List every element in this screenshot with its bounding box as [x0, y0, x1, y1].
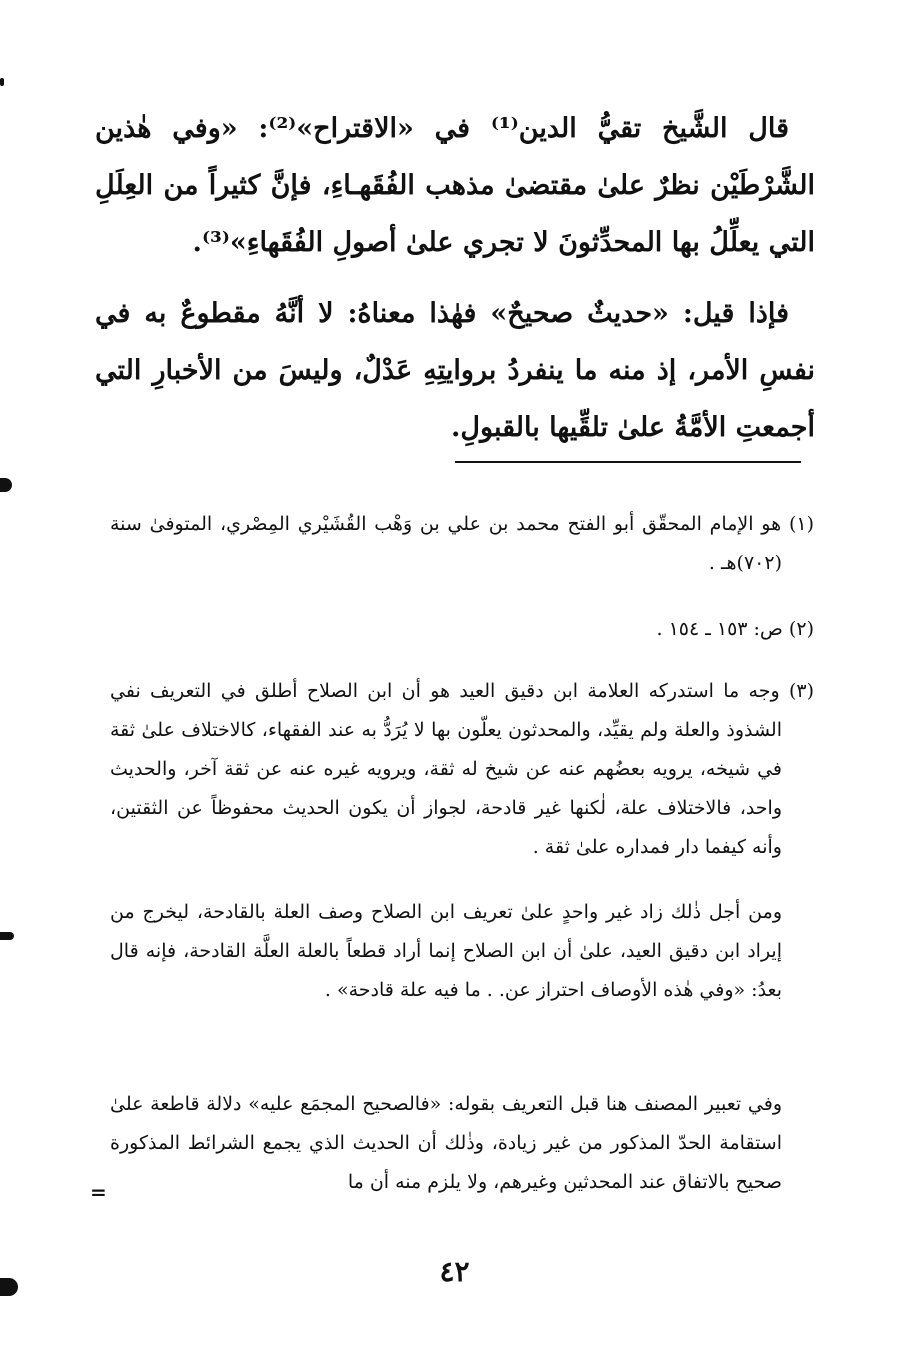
continuation-mark: =: [90, 1180, 107, 1204]
footnote-2-text: (٢) ص: ١٥٣ ـ ١٥٤ .: [656, 618, 814, 640]
footnote-separator: [455, 461, 801, 463]
main-paragraph-2: فإذا قيل: «حديثٌ صحيحٌ» فهٰذا معناهُ: لا أنَّهُ مقطوعٌ به في نفسِ الأمر، إذ منه ما ينفردُ بروايتِهِ عَدْلٌ، وليسَ من الأخبارِ التي أجمعتِ الأمَّةُ علىٰ تلقِّيها بالقبولِ.: [95, 298, 815, 443]
main-text-block-1: [95, 100, 815, 271]
footnote-3-paragraph-2: ومن أجل ذٰلك زاد غير واحدٍ علىٰ تعريف ابن الصلاح وصف العلة بالقادحة، ليخرج من إيراد ابن دقيق العيد، علىٰ أن ابن الصلاح إنما أراد قطعاً بالعلة العلَّة القادحة، فإنه قال بعدُ: «وفي هٰذه الأوصاف احتراز عن. . ما فيه علة قادحة» .: [110, 901, 782, 1001]
scan-artifact: [0, 932, 14, 940]
scan-artifact: [0, 78, 4, 86]
footnote-3-continued-2: [110, 1085, 814, 1202]
footnote-3: [110, 672, 814, 867]
main-text-block-2: [95, 285, 815, 456]
footnote-1: [110, 505, 814, 583]
footnote-3-continued: [110, 893, 814, 1010]
footnote-3-paragraph-1: (٣) وجه ما استدركه العلامة ابن دقيق العيد هو أن ابن الصلاح أطلق في التعريف نفي الشذوذ والعلة ولم يقيِّد، والمحدثون يعلّون بها لا يُرَدُّ به عند الفقهاء، كالاختلاف علىٰ ثقة في شيخه، يرويه بعضُهم عنه عن شيخ له ثقة، ويرويه غيره عنه عن ثقة آخر، والحديث واحد، فالاختلاف علة، لٰكنها غير قادحة، لجواز أن يكون الحديث محفوظاً عن الثقتين، وأنه كيفما دار فمداره علىٰ ثقة .: [110, 680, 814, 858]
scan-artifact: [0, 478, 12, 492]
footnote-2: [110, 610, 814, 649]
page-number: ٤٢: [439, 1255, 470, 1288]
footnote-1-text: (١) هو الإمام المحقّق أبو الفتح محمد بن علي بن وَهْب القُشَيْري المِصْري، المتوفىٰ سنة (٧٠٢)هـ .: [110, 513, 814, 574]
footnote-3-paragraph-3: وفي تعبير المصنف هنا قبل التعريف بقوله: «فالصحيح المجمَع عليه» دلالة قاطعة علىٰ استقامة الحدّ المذكور من غير زيادة، وذٰلك أن الحديث الذي يجمع الشرائط المذكورة صحيح بالاتفاق عند المحدثين وغيرهم، ولا يلزم منه أن ما: [110, 1093, 782, 1193]
main-paragraph-1: قال الشَّيخ تقيُّ الدين⁽¹⁾ في «الاقتراح»⁽²⁾: «وفي هٰذين الشَّرْطَيْن نظرٌ علىٰ مقتضىٰ مذهب الفُقَهـاءِ، فإنَّ كثيراً من العِلَلِ التي يعلِّلُ بها المحدِّثونَ لا تجري علىٰ أصولِ الفُقَهاءِ»⁽³⁾.: [95, 113, 815, 258]
